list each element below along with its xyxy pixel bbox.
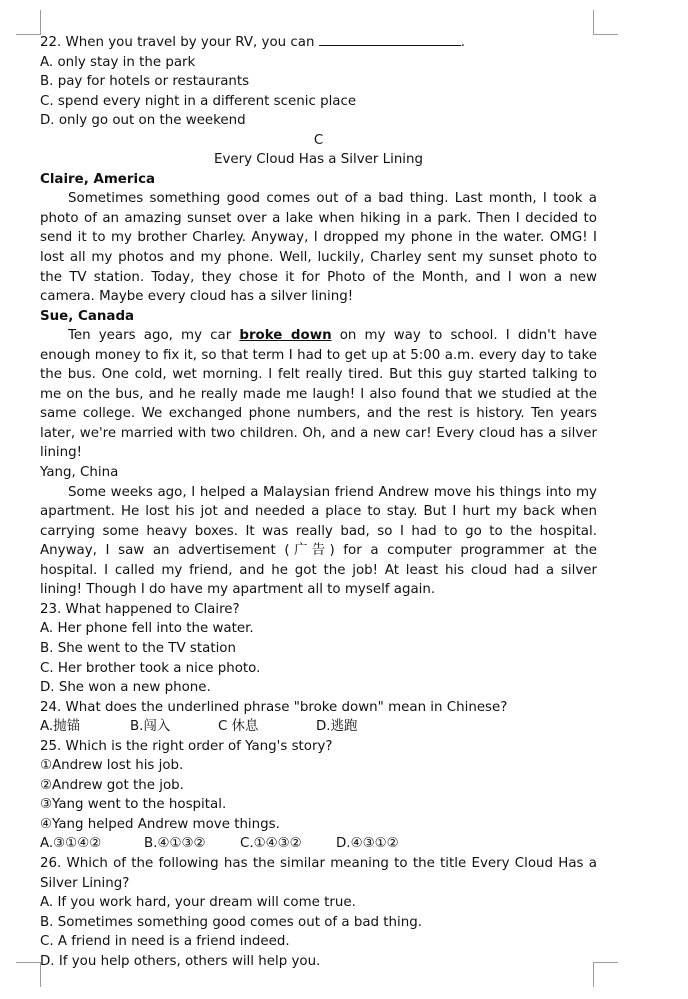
q24-option-c: C 休息 (218, 719, 259, 735)
q22-stem-end: . (460, 35, 465, 50)
q25-option-a: A.③①④② (40, 836, 102, 852)
claire-paragraph: Sometimes something good comes out of a bad thing. Last month, I took a photo of an amazing sunset over a lake when hiking in a park. Then I decided to send it to my brother Charley. Anyway, I dropped my phone in the water. OMG! I lost all my photos and my phone. Well, luckily, Charley sent my sunset photo to the TV station. Today, they chose it for Photo of the Month, and I won a new camera. Maybe every cloud has a silver lining! (40, 191, 597, 305)
underlined-phrase: broke down (239, 328, 332, 344)
q23-stem: 23. What happened to Claire? (40, 601, 240, 617)
document-page (40, 33, 597, 971)
q25-event-3: ③Yang went to the hospital. (40, 797, 227, 813)
sue-text-before: Ten years ago, my car (68, 328, 240, 344)
q26-option-a: A. If you work hard, your dream will come true. (40, 895, 356, 911)
q24-option-a: A.抛锚 (40, 719, 80, 735)
q24-stem: 24. What does the underlined phrase "broke down" mean in Chinese? (40, 699, 508, 715)
page-corner-mark-bottom-left (16, 962, 41, 987)
q23-option-b: B. She went to the TV station (40, 640, 236, 656)
q25-option-d: D.④③①② (336, 836, 399, 852)
sue-paragraph (40, 326, 597, 463)
q26-stem: 26. Which of the following has the similar meaning to the title Every Cloud Has a Silver Lining? (40, 855, 597, 891)
q22-option-b: B. pay for hotels or restaurants (40, 74, 250, 90)
q22-option-a: A. only stay in the park (40, 54, 196, 70)
sue-heading: Sue, Canada (40, 308, 135, 324)
q25-stem: 25. Which is the right order of Yang's story? (40, 738, 333, 754)
q25-event-4: ④Yang helped Andrew move things. (40, 816, 280, 832)
yang-paragraph: Some weeks ago, I helped a Malaysian friend Andrew move his things into my apartment. He lost his jot and needed a place to stay. But I hurt my back when carrying some heavy boxes. It was really bad, so I had to go to the hospital. Anyway, I saw an advertisement (广告) for a computer programmer at the hospital. I called my friend, and he got the job! At least his cloud had a silver lining! Though I do have my apartment all to myself again. (40, 484, 597, 598)
q25-event-1: ①Andrew lost his job. (40, 758, 184, 774)
q22-option-c: C. spend every night in a different scenic place (40, 93, 357, 109)
q26-option-b: B. Sometimes something good comes out of a bad thing. (40, 914, 422, 930)
q26-option-d: D. If you help others, others will help you. (40, 953, 321, 969)
passage-title: Every Cloud Has a Silver Lining (213, 152, 424, 168)
q24-option-b: B.闯入 (130, 719, 171, 735)
yang-heading: Yang, China (40, 465, 119, 481)
claire-heading: Claire, America (40, 171, 156, 187)
q25-option-c: C.①④③② (240, 836, 302, 852)
q22-answer-blank (319, 33, 461, 46)
q25-option-b: B.④①③② (144, 836, 206, 852)
q23-option-c: C. Her brother took a nice photo. (40, 660, 261, 676)
page-corner-mark-top-right (593, 10, 618, 35)
sue-text-after: on my way to school. I didn't have enough money to fix it, so that term I had to get up at 5:00 a.m. every day to take the bus. One cold, wet morning. I felt really tired. But this guy started talking to me on the bus, and he really made me laugh! I also found that we studied at the same college. We exchanged phone numbers, and the rest is history. Ten years later, we're married with two children. Oh, and a new car! Every cloud has a silver lining! (40, 328, 597, 461)
q23-option-a: A. Her phone fell into the water. (40, 621, 254, 637)
q24-options-row (40, 717, 597, 737)
page-corner-mark-top-left (16, 10, 41, 35)
q25-event-2: ②Andrew got the job. (40, 777, 184, 793)
q22-option-d: D. only go out on the weekend (40, 113, 246, 129)
q22-stem-text: 22. When you travel by your RV, you can (40, 35, 319, 50)
q26-option-c: C. A friend in need is a friend indeed. (40, 934, 290, 950)
q23-option-d: D. She won a new phone. (40, 680, 211, 696)
section-letter: C (313, 132, 324, 148)
q24-option-d: D.逃跑 (316, 719, 358, 735)
q25-options-row (40, 834, 597, 854)
q22-stem (40, 33, 597, 53)
